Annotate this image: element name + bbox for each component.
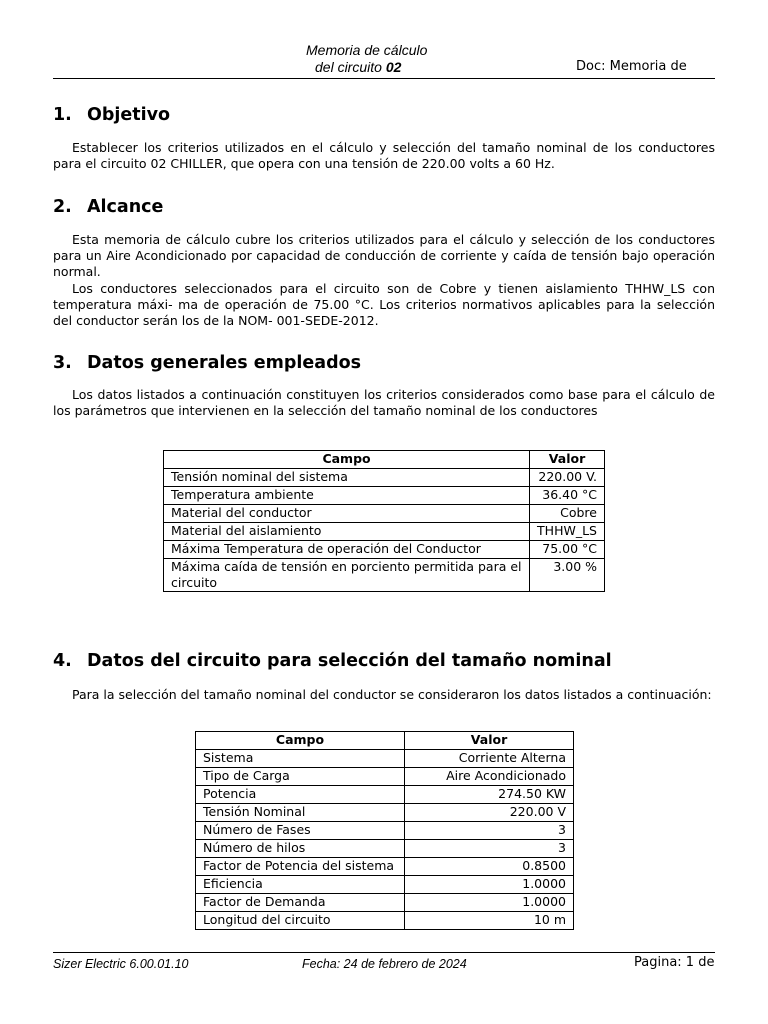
section-number: 2. bbox=[53, 197, 72, 217]
table-cell-value: 10 m bbox=[405, 912, 574, 930]
circuit-data-table bbox=[195, 731, 574, 930]
memo-title-circuit-prefix: del circuito bbox=[315, 59, 386, 75]
table-cell-value: 3 bbox=[405, 822, 574, 840]
table-row bbox=[196, 876, 574, 894]
table-row bbox=[196, 786, 574, 804]
memo-title-circuit-number: 02 bbox=[385, 59, 402, 75]
table-cell-value: Corriente Alterna bbox=[405, 750, 574, 768]
table-cell-field: Factor de Potencia del sistema bbox=[196, 858, 405, 876]
table-cell-field: Tensión nominal del sistema bbox=[164, 469, 530, 487]
table-row bbox=[196, 822, 574, 840]
table-row bbox=[164, 487, 605, 505]
table-row bbox=[164, 469, 605, 487]
memo-title bbox=[306, 42, 466, 76]
table-cell-field: Número de hilos bbox=[196, 840, 405, 858]
doc-label: Doc: Memoria de bbox=[576, 59, 687, 74]
table-cell-field: Potencia bbox=[196, 786, 405, 804]
table-cell-value: 0.8500 bbox=[405, 858, 574, 876]
table-row bbox=[196, 858, 574, 876]
footer-software-version: Sizer Electric 6.00.01.10 bbox=[53, 957, 189, 971]
table-cell-field: Material del aislamiento bbox=[164, 523, 530, 541]
table-row bbox=[164, 541, 605, 559]
section-heading-objetivo bbox=[53, 105, 170, 125]
section-title: Alcance bbox=[87, 197, 164, 217]
table-cell-value: Cobre bbox=[530, 505, 605, 523]
table-row bbox=[164, 505, 605, 523]
section-heading-datos-circuito bbox=[53, 651, 612, 671]
table-cell-field: Factor de Demanda bbox=[196, 894, 405, 912]
table-row bbox=[164, 559, 605, 592]
table-cell-value: Aire Acondicionado bbox=[405, 768, 574, 786]
table-header-row bbox=[164, 451, 605, 469]
column-header-campo: Campo bbox=[196, 732, 405, 750]
table-cell-field: Sistema bbox=[196, 750, 405, 768]
table-cell-value: 3 bbox=[405, 840, 574, 858]
column-header-valor: Valor bbox=[530, 451, 605, 469]
table-cell-field: Temperatura ambiente bbox=[164, 487, 530, 505]
table-cell-value: 1.0000 bbox=[405, 894, 574, 912]
footer-page-number: Pagina: 1 de bbox=[634, 955, 715, 970]
table-row bbox=[196, 804, 574, 822]
table-cell-field: Número de Fases bbox=[196, 822, 405, 840]
section-title: Objetivo bbox=[87, 105, 171, 125]
table-row bbox=[196, 894, 574, 912]
paragraph-alcance-1: Esta memoria de cálculo cubre los criterios utilizados para el cálculo y selección de los conductores para un Aire Acondicionado por capacidad de conducción de corriente y caída de tensión bajo operación normal. bbox=[53, 232, 715, 279]
table-cell-value: 36.40 °C bbox=[530, 487, 605, 505]
memo-title-line2 bbox=[306, 59, 466, 76]
paragraph-alcance-2: Los conductores seleccionados para el circuito son de Cobre y tienen aislamiento THHW_LS con temperatura máxi- ma de operación de 75.00 °C. Los criterios normativos aplicables para la selección del conductor serán los de la NOM- 001-SEDE-2012. bbox=[53, 281, 715, 328]
table-cell-field: Máxima Temperatura de operación del Conductor bbox=[164, 541, 530, 559]
memo-title-line1: Memoria de cálculo bbox=[306, 42, 428, 58]
section-heading-datos-generales bbox=[53, 353, 361, 373]
table-row bbox=[196, 912, 574, 930]
table-cell-value: 1.0000 bbox=[405, 876, 574, 894]
section-number: 1. bbox=[53, 105, 72, 125]
table-cell-field: Eficiencia bbox=[196, 876, 405, 894]
table-row bbox=[164, 523, 605, 541]
footer-divider bbox=[53, 952, 715, 953]
footer-date: Fecha: 24 de febrero de 2024 bbox=[302, 957, 467, 971]
table-row bbox=[196, 768, 574, 786]
general-data-table bbox=[163, 450, 605, 592]
table-cell-field: Tipo de Carga bbox=[196, 768, 405, 786]
table-cell-field: Máxima caída de tensión en porciento permitida para el circuito bbox=[164, 559, 530, 592]
table-cell-value: 3.00 % bbox=[530, 559, 605, 592]
column-header-campo: Campo bbox=[164, 451, 530, 469]
paragraph-datos-generales: Los datos listados a continuación constituyen los criterios considerados como base para el cálculo de los parámetros que intervienen en la selección del tamaño nominal de los conductores bbox=[53, 387, 715, 418]
section-title: Datos del circuito para selección del tamaño nominal bbox=[87, 651, 612, 671]
section-heading-alcance bbox=[53, 197, 163, 217]
table-cell-field: Material del conductor bbox=[164, 505, 530, 523]
table-cell-value: 274.50 KW bbox=[405, 786, 574, 804]
table-row bbox=[196, 840, 574, 858]
table-cell-field: Longitud del circuito bbox=[196, 912, 405, 930]
table-cell-field: Tensión Nominal bbox=[196, 804, 405, 822]
paragraph-objetivo: Establecer los criterios utilizados en el cálculo y selección del tamaño nominal de los conductores para el circuito 02 CHILLER, que opera con una tensión de 220.00 volts a 60 Hz. bbox=[53, 140, 715, 171]
table-cell-value: 220.00 V. bbox=[530, 469, 605, 487]
section-title: Datos generales empleados bbox=[87, 353, 362, 373]
header-divider bbox=[53, 78, 715, 79]
table-cell-value: 220.00 V bbox=[405, 804, 574, 822]
section-number: 4. bbox=[53, 651, 72, 671]
table-cell-value: 75.00 °C bbox=[530, 541, 605, 559]
table-cell-value: THHW_LS bbox=[530, 523, 605, 541]
section-number: 3. bbox=[53, 353, 72, 373]
table-row bbox=[196, 750, 574, 768]
table-header-row bbox=[196, 732, 574, 750]
column-header-valor: Valor bbox=[405, 732, 574, 750]
paragraph-datos-circuito: Para la selección del tamaño nominal del conductor se consideraron los datos listados a continuación: bbox=[72, 687, 712, 702]
